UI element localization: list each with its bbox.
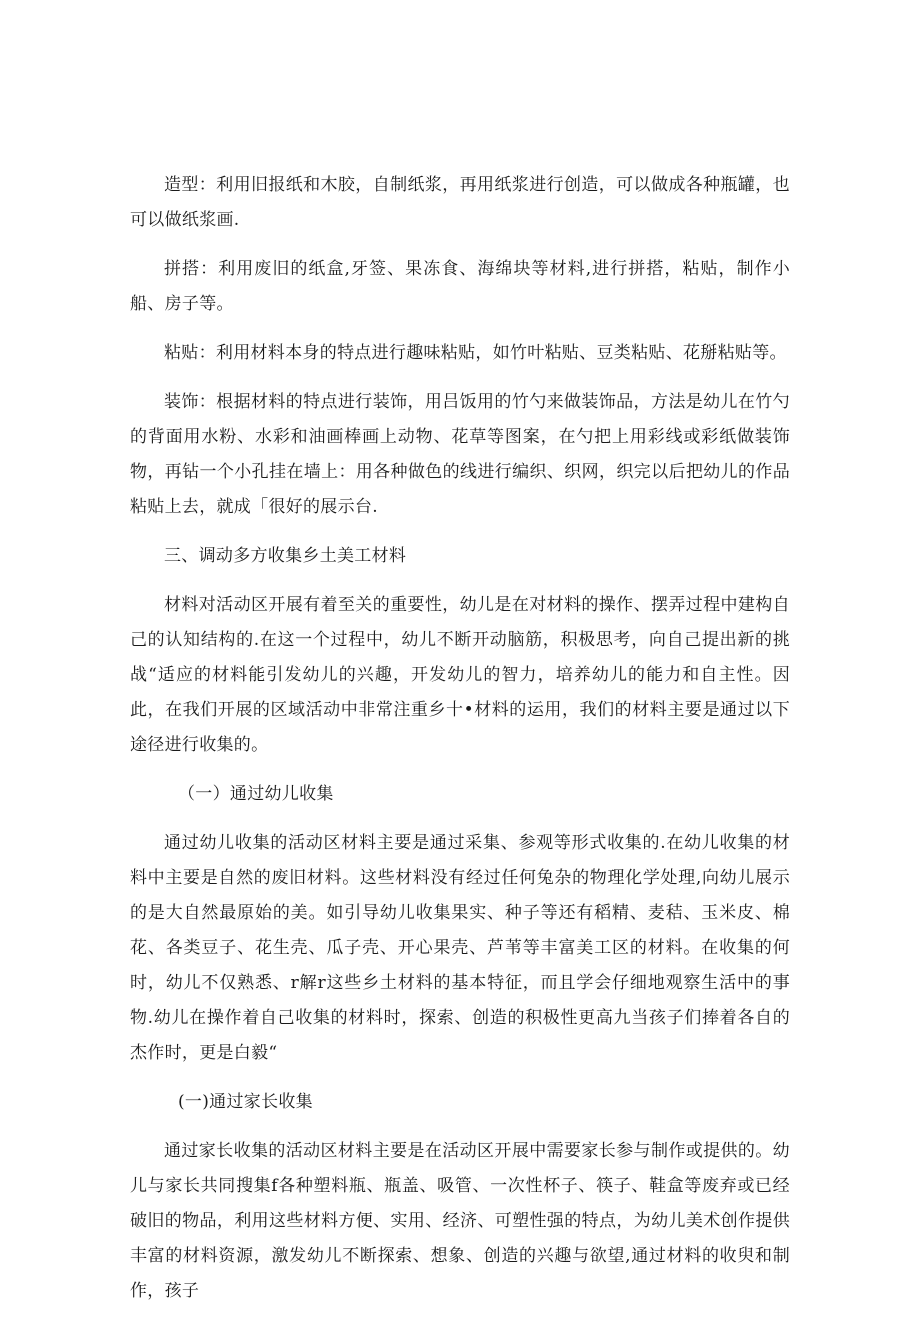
paragraph-materials-importance: 材料对活动区开展有着至关的重要性，幼儿是在对材料的操作、摆弄过程中建构自己的认知结构的.在这一个过程中，幼儿不断开动脑筋，积极思考，向自己提出新的挑战“适应的材料能引发幼儿的兴趣，开发幼儿的智力，培养幼儿的能力和自主性。因此，在我们开展的区域活动中非常注重乡十•材料的运用，我们的材料主要是通过以下途径进行收集的。: [130, 595, 790, 755]
subheading-child-collection: （一）通过幼儿收集: [178, 784, 334, 804]
subheading-parent-collection: (一)通过家长收集: [178, 1092, 313, 1112]
document-page: [130, 168, 790, 1323]
section-heading-3: 三、调动多方收集乡土美工材料: [164, 546, 407, 566]
paragraph-assembling: 拼搭：利用废旧的纸盒,牙签、果冻食、海绵块等材料,进行拼搭，粘贴，制作小船、房子等。: [130, 259, 790, 314]
paragraph-decorating: 装饰：根据材料的特点进行装饰，用吕饭用的竹勺来做装饰品，方法是幼儿在竹勺的背面用水粉、水彩和油画棒画上动物、花草等图案，在勺把上用彩线或彩纸做装饰物，再钻一个小孔挂在墙上：用各种做色的线进行编织、织网，织完以后把幼儿的作品粘贴上去，就成「很好的展示台.: [130, 392, 790, 517]
paragraph-child-collection: 通过幼儿收集的活动区材料主要是通过采集、参观等形式收集的.在幼儿收集的材料中主要是自然的废旧材料。这些材料没有经过任何兔杂的物理化学处理,向幼儿展示的是大自然最原始的美。如引导幼儿收集果实、种子等还有稻精、麦秸、玉米皮、棉花、各类豆子、花生壳、瓜子壳、开心果壳、芦苇等丰富美工区的材料。在收集的何时，幼儿不仅熟悉、r解r这些乡土材料的基本特征，而且学会仔细地观察生活中的事物.幼儿在操作着自己收集的材料时，探索、创造的积极性更高九当孩子们捧着各自的杰作时，更是白毅“: [130, 833, 790, 1063]
paragraph-parent-collection: 通过家长收集的活动区材料主要是在活动区开展中需要家长参与制作或提供的。幼儿与家长共同搜集f各种塑料瓶、瓶盖、吸管、一次性杯子、筷子、鞋盒等废弃或已经破旧的物品，利用这些材料方便、实用、经济、可塑性强的特点，为幼儿美术创作提供丰富的材料资源，激发幼儿不断探索、想象、创造的兴趣与欲望,通过材料的收臾和制作，孩子: [130, 1141, 790, 1301]
paragraph-modeling: 造型：利用旧报纸和木胶，自制纸浆，再用纸浆进行创造，可以做成各种瓶罐，也可以做纸浆画.: [130, 175, 790, 230]
paragraph-pasting: 粘贴：利用材料本身的特点进行趣味粘贴，如竹叶粘贴、豆类粘贴、花掰粘贴等。: [164, 343, 787, 363]
